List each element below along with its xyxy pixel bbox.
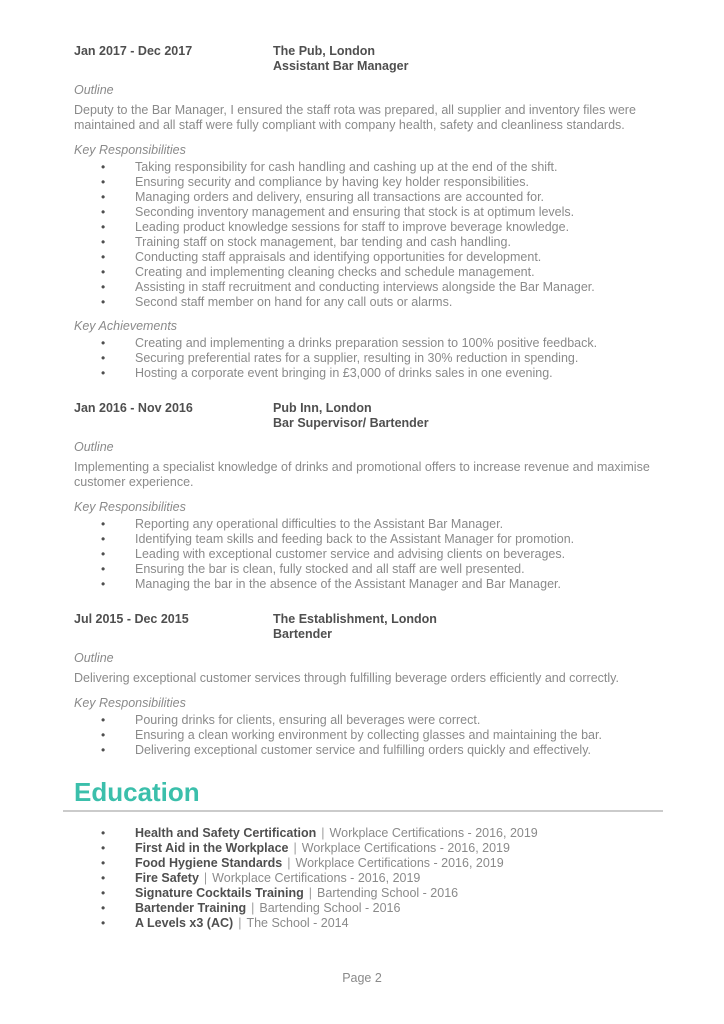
job-header <box>74 401 662 431</box>
education-item <box>74 826 662 841</box>
education-name: Bartender Training <box>135 901 247 915</box>
section-label-achievements: Key Achievements <box>74 319 178 333</box>
job-title: Bartender <box>273 627 333 641</box>
bullet-item: • Ensuring a clean working environment by collecting glasses and maintaining the bar. <box>74 728 662 743</box>
bullet-item: • Delivering exceptional customer service and fulfilling orders quickly and effectively. <box>74 743 662 758</box>
education-detail: Bartending School - 2016 <box>259 901 401 915</box>
job-role <box>273 44 408 74</box>
education-separator: | <box>238 916 242 930</box>
education-list <box>74 826 662 931</box>
achievements-list <box>74 336 662 381</box>
outline-label: Outline <box>74 440 114 454</box>
bullet-item: • Assisting in staff recruitment and conducting interviews alongside the Bar Manager. <box>74 280 662 295</box>
job-header <box>74 612 662 642</box>
bullet-item: • Taking responsibility for cash handling and cashing up at the end of the shift. <box>74 160 662 175</box>
education-item <box>74 886 662 901</box>
education-name: Health and Safety Certification <box>135 826 317 840</box>
education-detail: Workplace Certifications - 2016, 2019 <box>301 841 510 855</box>
education-separator: | <box>293 841 297 855</box>
job-company: The Pub, London <box>273 44 376 58</box>
education-name: A Levels x3 (AC) <box>135 916 234 930</box>
bullet-item: • Ensuring the bar is clean, fully stocked and all staff are well presented. <box>74 562 662 577</box>
education-separator: | <box>251 901 255 915</box>
job-outline: Delivering exceptional customer services through fulfilling beverage orders efficiently and correctly. <box>74 671 619 685</box>
job-role <box>273 401 429 431</box>
bullet-item: • Training staff on stock management, bar tending and cash handling. <box>74 235 662 250</box>
bullet-item: • Creating and implementing a drinks preparation session to 100% positive feedback. <box>74 336 662 351</box>
bullet-item: • Managing orders and delivery, ensuring all transactions are accounted for. <box>74 190 662 205</box>
job-dates: Jan 2017 - Dec 2017 <box>74 44 193 58</box>
bullet-item: • Second staff member on hand for any call outs or alarms. <box>74 295 662 310</box>
bullet-item: • Managing the bar in the absence of the Assistant Manager and Bar Manager. <box>74 577 662 592</box>
education-detail: Workplace Certifications - 2016, 2019 <box>295 856 504 870</box>
responsibilities-list <box>74 713 662 758</box>
section-label-responsibilities: Key Responsibilities <box>74 500 186 514</box>
bullet-item: • Reporting any operational difficulties to the Assistant Bar Manager. <box>74 517 662 532</box>
bullet-item: • Hosting a corporate event bringing in £3,000 of drinks sales in one evening. <box>74 366 662 381</box>
job-company: The Establishment, London <box>273 612 437 626</box>
bullet-item: • Pouring drinks for clients, ensuring all beverages were correct. <box>74 713 662 728</box>
bullet-item: • Securing preferential rates for a supplier, resulting in 30% reduction in spending. <box>74 351 662 366</box>
education-divider <box>63 810 663 812</box>
job-entry-1 <box>74 44 662 381</box>
section-label-responsibilities: Key Responsibilities <box>74 143 186 157</box>
education-item <box>74 871 662 886</box>
bullet-item: • Seconding inventory management and ensuring that stock is at optimum levels. <box>74 205 662 220</box>
bullet-item: • Leading with exceptional customer service and advising clients on beverages. <box>74 547 662 562</box>
education-separator: | <box>287 856 291 870</box>
job-entry-3 <box>74 612 662 758</box>
job-outline: Deputy to the Bar Manager, I ensured the staff rota was prepared, all supplier and inventory files were maintained and all staff were fully compliant with company health, safety and cleanliness standards. <box>74 103 636 132</box>
education-detail: Workplace Certifications - 2016, 2019 <box>212 871 421 885</box>
job-role <box>273 612 437 642</box>
bullet-item: • Ensuring security and compliance by having key holder responsibilities. <box>74 175 662 190</box>
bullet-item: • Leading product knowledge sessions for staff to improve beverage knowledge. <box>74 220 662 235</box>
outline-label: Outline <box>74 83 114 97</box>
outline-label: Outline <box>74 651 114 665</box>
responsibilities-list <box>74 517 662 592</box>
education-detail: Workplace Certifications - 2016, 2019 <box>329 826 538 840</box>
education-detail: Bartending School - 2016 <box>317 886 459 900</box>
education-item <box>74 916 662 931</box>
education-separator: | <box>203 871 208 885</box>
job-entry-2 <box>74 401 662 592</box>
job-outline: Implementing a specialist knowledge of drinks and promotional offers to increase revenue and maximise customer experience. <box>74 460 650 489</box>
job-title: Assistant Bar Manager <box>273 59 409 73</box>
education-item <box>74 856 662 871</box>
education-item <box>74 841 662 856</box>
job-header <box>74 44 662 74</box>
education-section <box>74 778 662 931</box>
bullet-item: • Conducting staff appraisals and identifying opportunities for development. <box>74 250 662 265</box>
bullet-item: • Creating and implementing cleaning checks and schedule management. <box>74 265 662 280</box>
education-name: Food Hygiene Standards <box>135 856 283 870</box>
section-label-responsibilities: Key Responsibilities <box>74 696 186 710</box>
education-separator: | <box>308 886 313 900</box>
education-detail: The School - 2014 <box>246 916 349 930</box>
education-item <box>74 901 662 916</box>
job-title: Bar Supervisor/ Bartender <box>273 416 429 430</box>
job-dates: Jan 2016 - Nov 2016 <box>74 401 193 415</box>
education-name: First Aid in the Workplace <box>135 841 289 855</box>
education-name: Signature Cocktails Training <box>135 886 304 900</box>
education-name: Fire Safety <box>135 871 199 885</box>
responsibilities-list <box>74 160 662 310</box>
bullet-item: • Identifying team skills and feeding back to the Assistant Manager for promotion. <box>74 532 662 547</box>
education-separator: | <box>321 826 325 840</box>
page-number: Page 2 <box>342 971 382 985</box>
education-heading: Education <box>74 777 200 807</box>
job-dates: Jul 2015 - Dec 2015 <box>74 612 189 626</box>
job-company: Pub Inn, London <box>273 401 372 415</box>
